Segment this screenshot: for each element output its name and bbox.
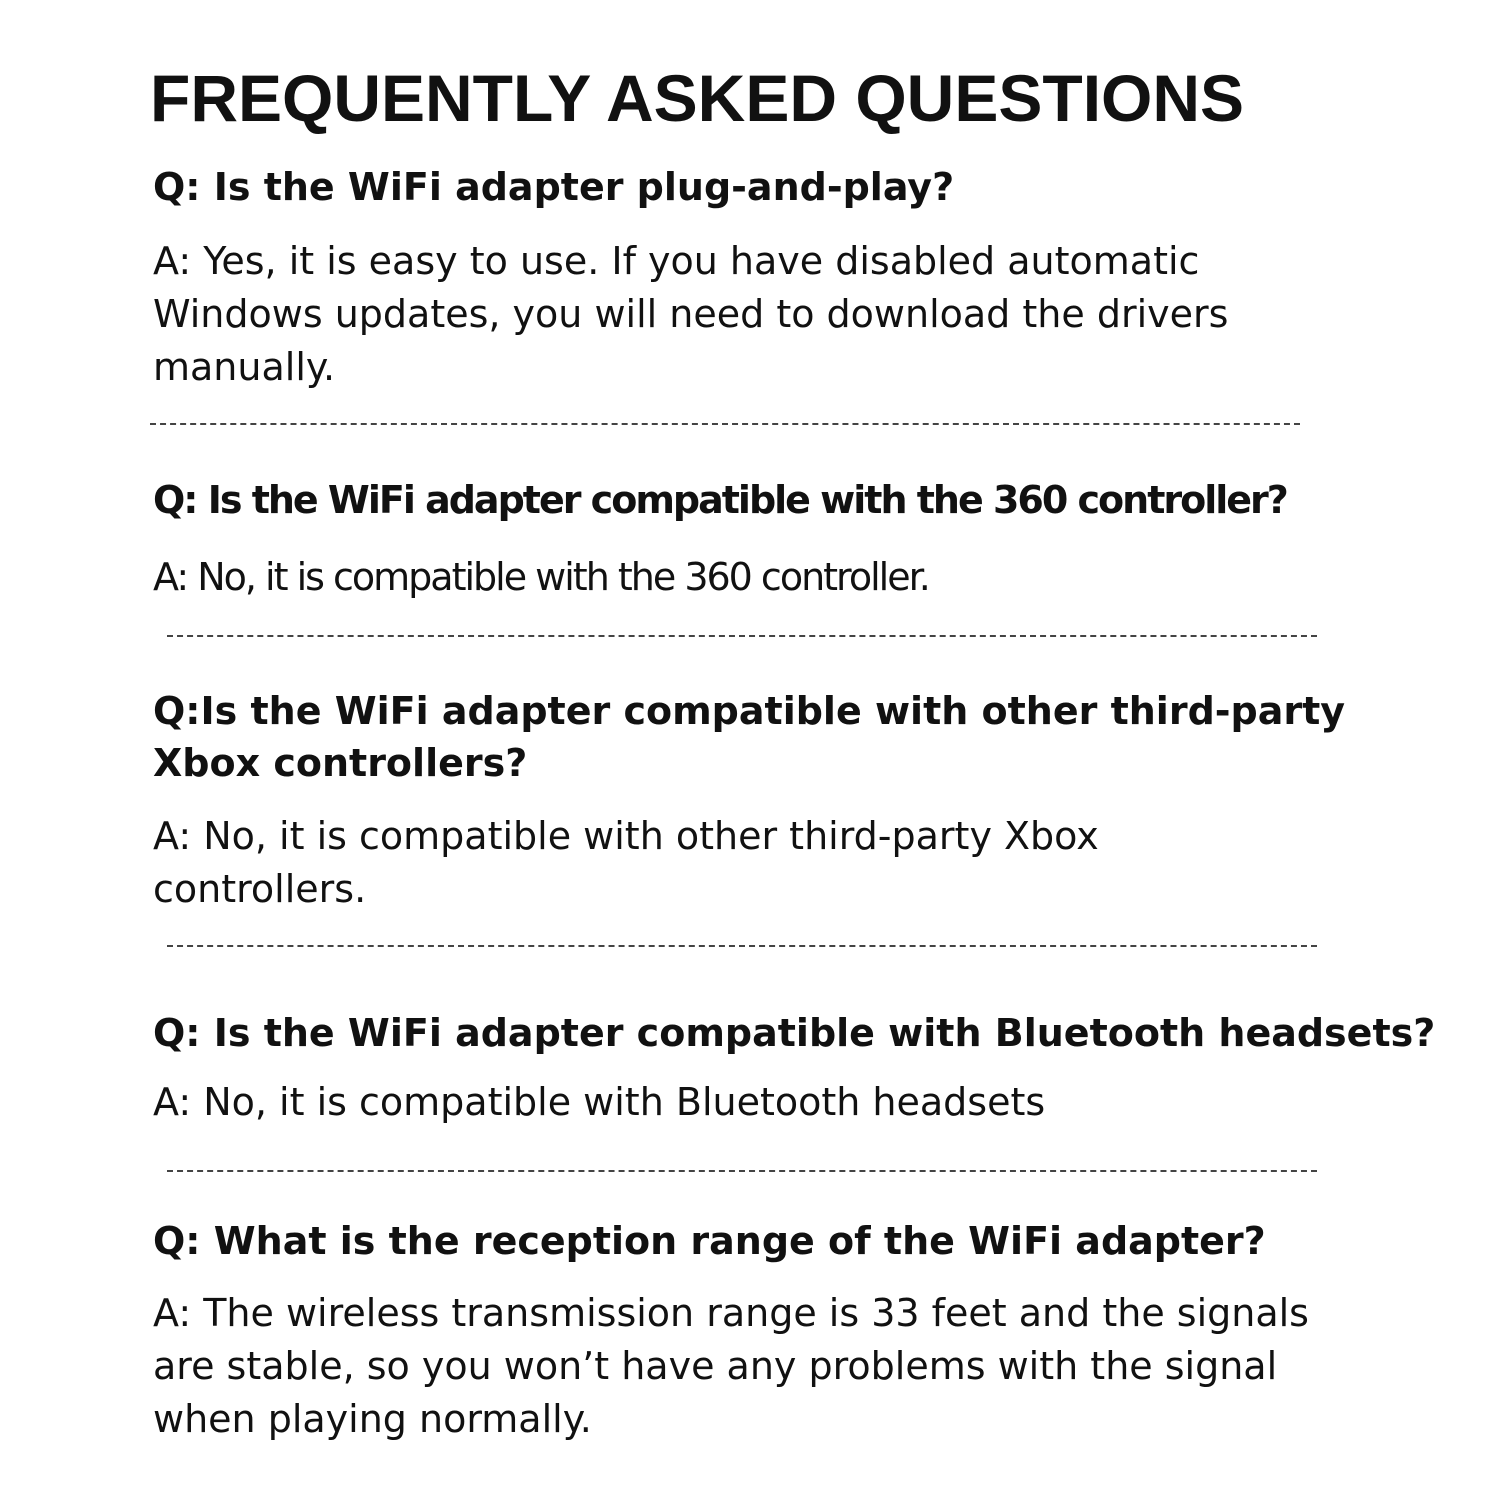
faq-divider-3 [167,945,1317,947]
faq-question-3 [153,685,1345,789]
faq-answer-4 [153,1076,1045,1129]
faq-answer-5-line-2: are stable, so you won’t have any problems with the signal [153,1344,1278,1388]
faq-answer-5 [153,1287,1309,1446]
faq-answer-5-line-1: A: The wireless transmission range is 33 feet and the signals [153,1291,1309,1335]
faq-answer-3 [153,810,1099,916]
faq-question-1 [153,161,954,213]
faq-answer-2-line-1: A: No, it is compatible with the 360 controller. [153,555,929,599]
faq-answer-1-line-3: manually. [153,345,336,389]
faq-question-4 [153,1007,1435,1059]
faq-answer-4-line-1: A: No, it is compatible with Bluetooth headsets [153,1080,1046,1124]
faq-question-3-line-2: Xbox controllers? [153,741,528,785]
faq-question-5-line-1: Q: What is the reception range of the WiFi adapter? [153,1219,1266,1263]
faq-answer-3-line-1: A: No, it is compatible with other third-party Xbox [153,814,1099,858]
faq-question-3-line-1: Q:Is the WiFi adapter compatible with other third-party [153,689,1346,733]
faq-divider-2 [167,635,1317,637]
faq-answer-3-line-2: controllers. [153,867,367,911]
faq-answer-1-line-1: A: Yes, it is easy to use. If you have disabled automatic [153,239,1200,283]
faq-question-4-line-1: Q: Is the WiFi adapter compatible with Bluetooth headsets? [153,1011,1436,1055]
faq-divider-4 [167,1170,1317,1172]
faq-answer-1-line-2: Windows updates, you will need to download the drivers [153,292,1229,336]
page-title: FREQUENTLY ASKED QUESTIONS [150,61,1245,135]
faq-question-2-line-1: Q: Is the WiFi adapter compatible with the 360 controller? [153,478,1287,522]
faq-question-5 [153,1215,1266,1267]
faq-divider-1 [150,423,1300,425]
faq-answer-5-line-3: when playing normally. [153,1397,592,1441]
faq-question-2 [153,474,1287,526]
faq-answer-2 [153,551,929,604]
faq-answer-1 [153,235,1228,394]
faq-question-1-line-1: Q: Is the WiFi adapter plug-and-play? [153,165,955,209]
